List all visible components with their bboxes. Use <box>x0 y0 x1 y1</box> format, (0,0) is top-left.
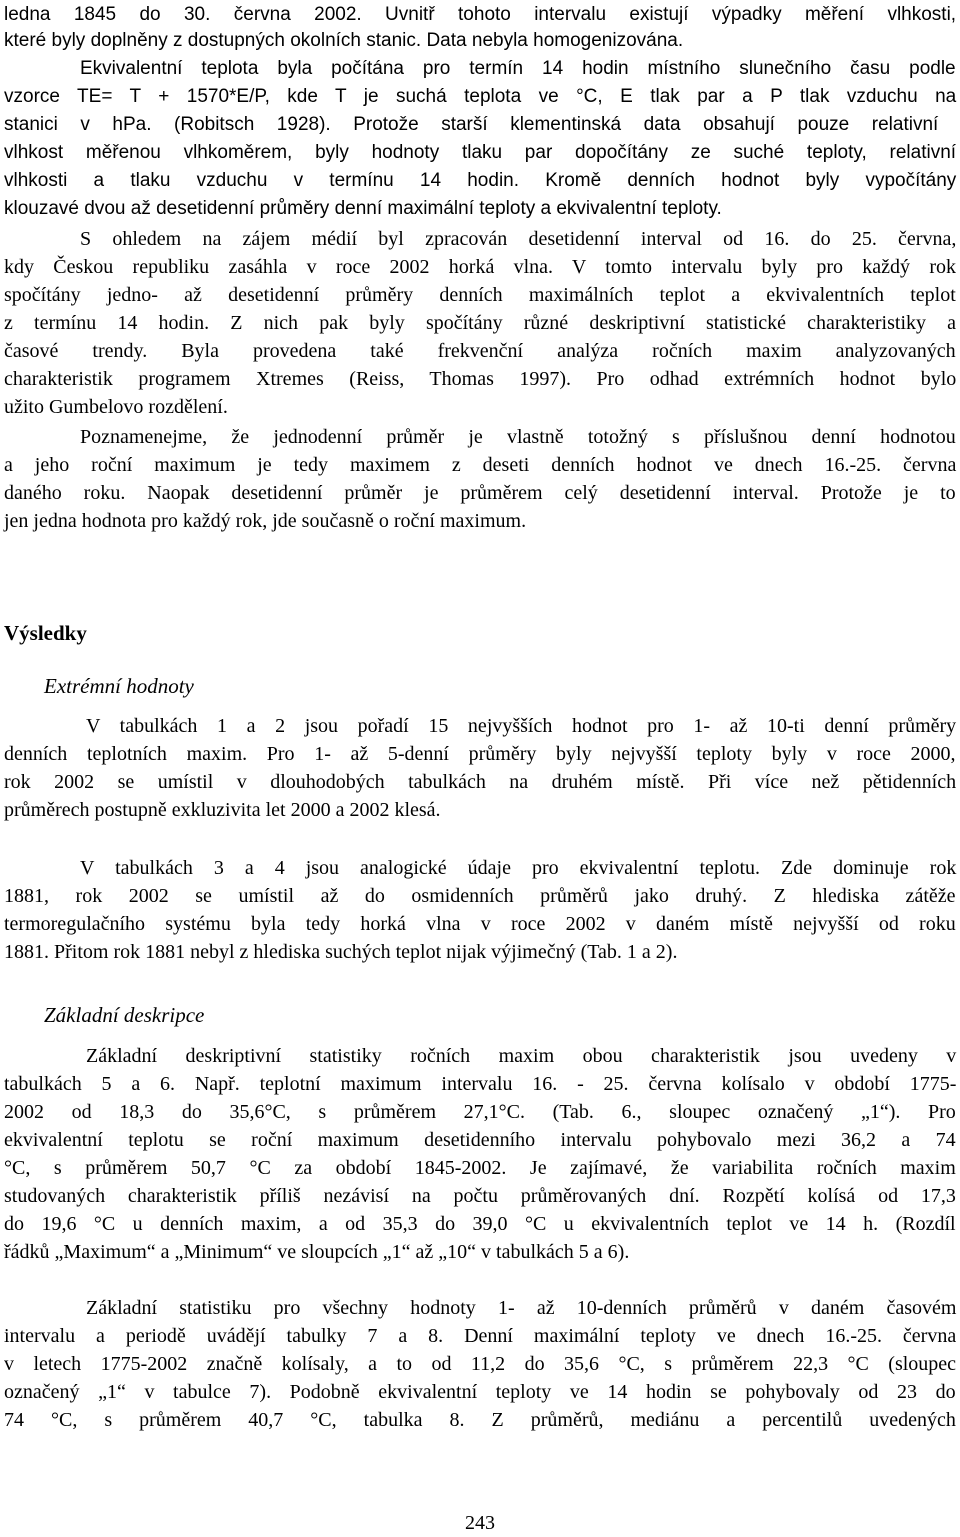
text-line: vzorce TE= T + 1570*E/P, kde T je suchá teplota ve °C, E tlak par a P tlak vzduchu na <box>4 86 957 107</box>
text-line: 74 °C, s průměrem 40,7 °C, tabulka 8. Z průměrů, mediánu a percentilů uvedených <box>4 1409 956 1431</box>
text-line: ledna 1845 do 30. června 2002. Uvnitř tohoto intervalu existují výpadky měření vlhkosti, <box>4 4 957 25</box>
text-line: klouzavé dvou až desetidenní průměry denní maximální teploty a ekvivalentní teploty. <box>4 198 722 219</box>
text-line: Základní deskriptivní statistiky ročních maxim obou charakteristik jsou uvedeny v <box>86 1045 957 1067</box>
text-line: ekvivalentní teplotu se roční maximum desetidenního intervalu pohybovalo mezi 36,2 a 74 <box>4 1129 956 1151</box>
text-line: jen jedna hodnota pro každý rok, jde současně o roční maximum. <box>4 510 527 532</box>
text-line: kdy Českou republiku zasáhla v roce 2002 horká vlna. V tomto intervalu byly pro každý rok <box>4 256 956 278</box>
text-line: termoregulačního systému byla tedy horká vlna v roce 2002 v daném místě nejvyšší od roku <box>4 913 956 935</box>
section-heading: Výsledky <box>4 621 87 645</box>
text-line: spočítány jedno- až desetidenní průměry denních maximálních teplot a ekvivalentních teplot <box>4 284 956 306</box>
text-line: tabulkách 5 a 6. Např. teplotní maximum intervalu 16. - 25. června kolísalo v období 1775- <box>4 1073 957 1095</box>
text-line: intervalu a periodě uvádějí tabulky 7 a 8. Denní maximální teploty ve dnech 16.-25. června <box>4 1325 957 1347</box>
text-line: V tabulkách 3 a 4 jsou analogické údaje pro ekvivalentní teplotu. Zde dominuje rok <box>80 857 957 879</box>
text-line: které byly doplněny z dostupných okolních stanic. Data nebyla homogenizována. <box>4 30 684 51</box>
text-line: Základní statistiku pro všechny hodnoty 1- až 10-denních průměrů v daném časovém <box>86 1297 957 1319</box>
text-line: S ohledem na zájem médií byl zpracován desetidenní interval od 16. do 25. června, <box>80 228 957 250</box>
text-line: 1881. Přitom rok 1881 nebyl z hlediska suchých teplot nijak výjimečný (Tab. 1 a 2). <box>4 941 678 963</box>
text-line: charakteristik programem Xtremes (Reiss, Thomas 1997). Pro odhad extrémních hodnot bylo <box>4 368 957 390</box>
text-line: v letech 1775-2002 značně kolísaly, a to od 11,2 do 35,6 °C, s průměrem 22,3 °C (sloupec <box>4 1353 957 1375</box>
text-line: a jeho roční maximum je tedy maximem z deseti denních hodnot ve dnech 16.-25. června <box>4 454 957 476</box>
text-line: 1881, rok 2002 se umístil až do osmidenních průměrů jako druhý. Z hlediska zátěže <box>4 885 956 907</box>
text-line: studovaných charakteristik příliš nezávisí na počtu průměrovaných dní. Rozpětí kolísá od 17,3 <box>4 1185 956 1207</box>
text-line: průměrech postupně exkluzivita let 2000 a 2002 klesá. <box>4 799 441 821</box>
text-line: časové trendy. Byla provedena také frekvenční analýza ročních maxim analyzovaných <box>4 340 956 362</box>
subsection-heading: Extrémní hodnoty <box>44 674 194 698</box>
text-line: do 19,6 °C u denních maxim, a od 35,3 do 39,0 °C u ekvivalentních teplot ve 14 h. (Rozdíl <box>4 1213 956 1235</box>
text-line: stanici v hPa. (Robitsch 1928). Protože starší klementinská data obsahují pouze relativní <box>4 114 939 135</box>
text-line: 2002 od 18,3 do 35,6°C, s průměrem 27,1°C. (Tab. 6., sloupec označený „1“). Pro <box>4 1101 956 1123</box>
text-line: denních teplotních maxim. Pro 1- až 5-denní průměry byly nejvyšší teploty byly v roce 2000, <box>4 743 956 765</box>
text-line: z termínu 14 hodin. Z nich pak byly spočítány různé deskriptivní statistické charakteristiky a <box>4 312 957 334</box>
subsection-heading: Základní deskripce <box>44 1003 205 1027</box>
text-line: Poznamenejme, že jednodenní průměr je vlastně totožný s příslušnou denní hodnotou <box>80 426 956 448</box>
text-line: Ekvivalentní teplota byla počítána pro termín 14 hodin místního slunečního času podle <box>80 58 956 79</box>
page-number: 243 <box>465 1512 495 1534</box>
text-line: označený „1“ v tabulce 7). Podobně ekvivalentní teploty ve 14 hodin se pohybovaly od 23 do <box>4 1381 956 1403</box>
text-line: V tabulkách 1 a 2 jsou pořadí 15 nejvyšších hodnot pro 1- až 10-ti denní průměry <box>86 715 957 737</box>
text-line: užito Gumbelovo rozdělení. <box>4 396 228 418</box>
text-line: rok 2002 se umístil v dlouhodobých tabulkách na druhém místě. Při více než pětidenních <box>4 771 957 793</box>
text-line: řádků „Maximum“ a „Minimum“ ve sloupcích „1“ až „10“ v tabulkách 5 a 6). <box>4 1241 630 1263</box>
text-line: daného roku. Naopak desetidenní průměr je průměrem celý desetidenní interval. Protože je to <box>4 482 956 504</box>
text-line: vlhkosti a tlaku vzduchu v termínu 14 hodin. Kromě denních hodnot byly vypočítány <box>4 170 957 191</box>
text-line: vlhkost měřenou vlhkoměrem, byly hodnoty tlaku par dopočítány ze suché teploty, relativní <box>4 142 957 163</box>
text-line: °C, s průměrem 50,7 °C za období 1845-2002. Je zajímavé, že variabilita ročních maxim <box>4 1157 956 1179</box>
